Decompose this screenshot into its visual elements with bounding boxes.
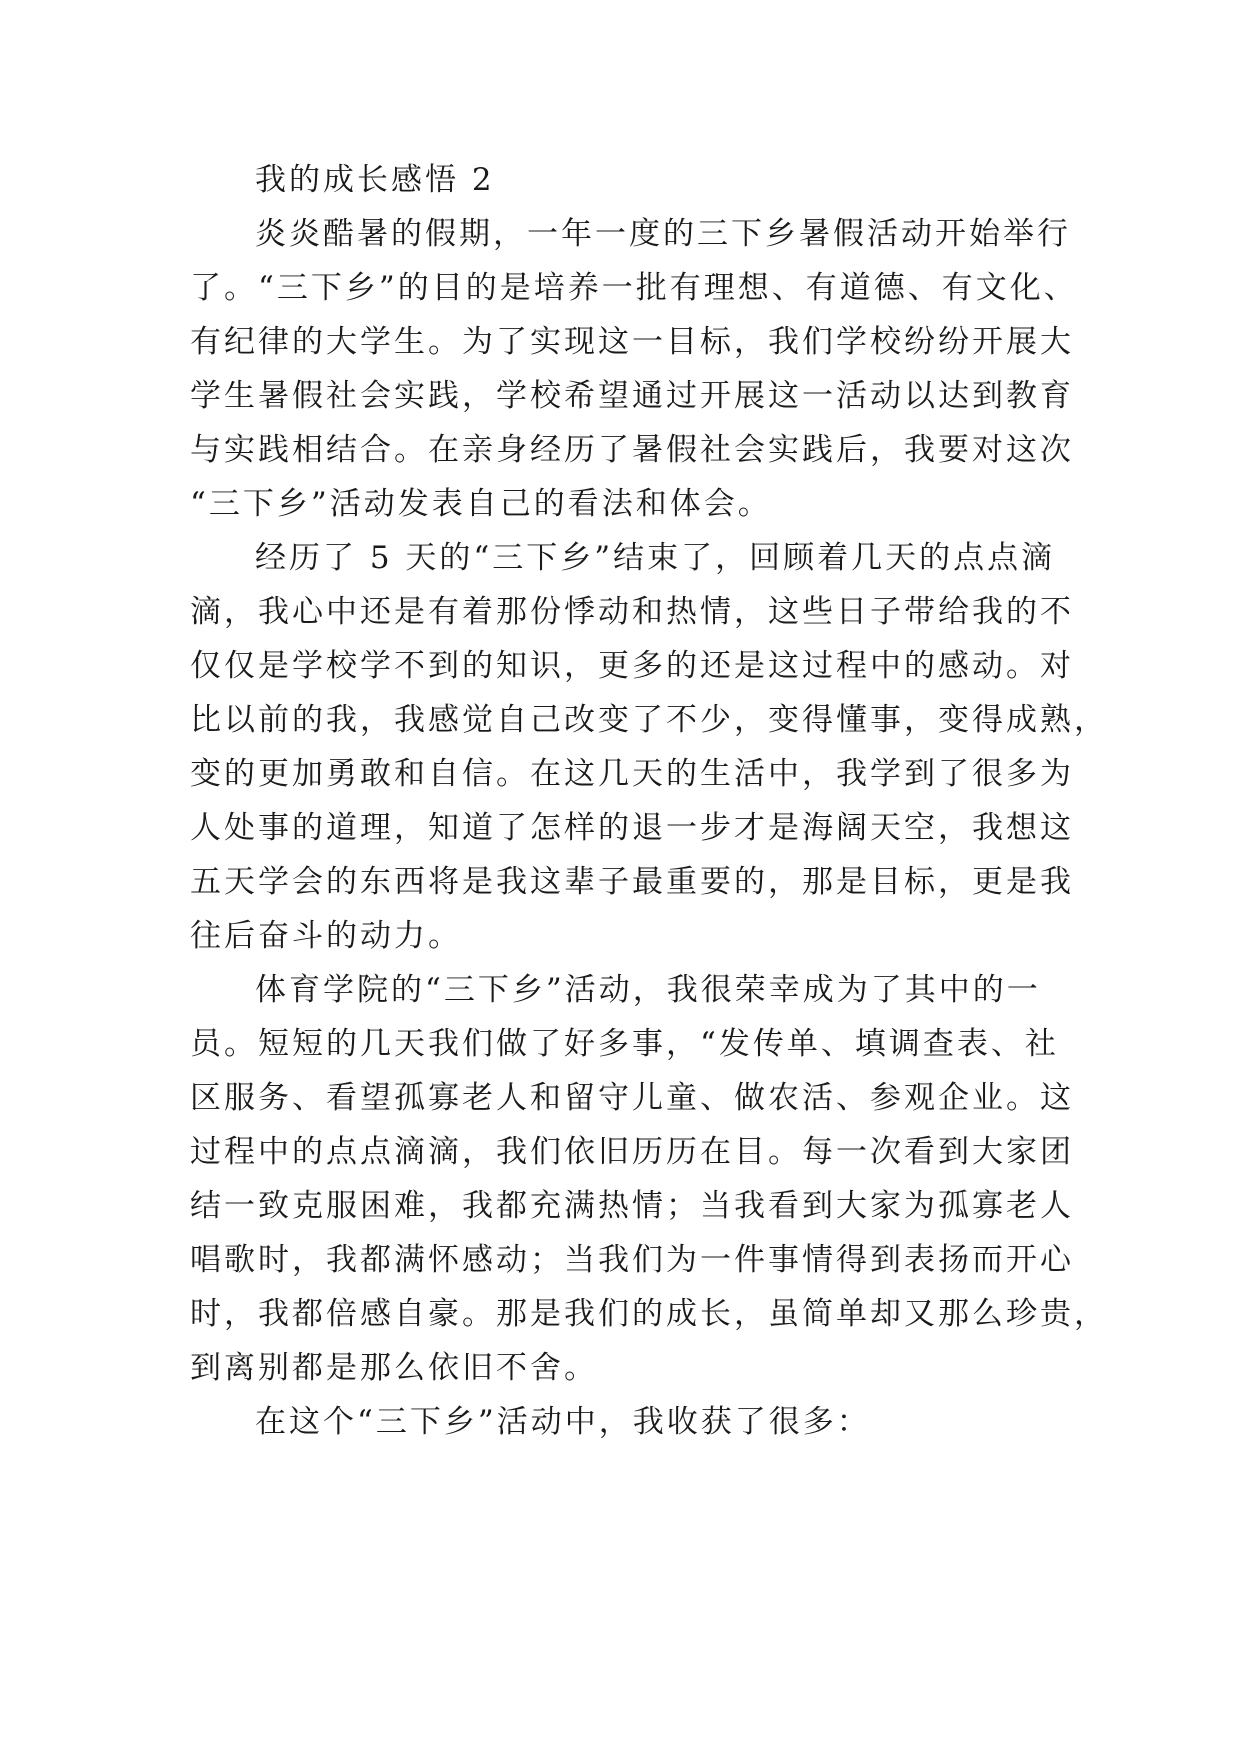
paragraph-4-line-1: 在这个“三下乡”活动中，我收获了很多： bbox=[255, 1404, 871, 1440]
paragraph-3-line-1: 体育学院的“三下乡”活动，我很荣幸成为了其中的一 bbox=[255, 972, 1041, 1008]
paragraph-3-line-3: 区服务、看望孤寡老人和留守儿童、做农活、参观企业。这 bbox=[190, 1080, 1074, 1116]
document-title: 我的成长感悟 2 bbox=[255, 162, 495, 198]
paragraph-3-line-6: 唱歌时，我都满怀感动；当我们为一件事情得到表扬而开心 bbox=[190, 1242, 1074, 1278]
paragraph-3-line-7: 时，我都倍感自豪。那是我们的成长，虽简单却又那么珍贵， bbox=[190, 1296, 1108, 1332]
paragraph-1-line-6: “三下乡”活动发表自己的看法和体会。 bbox=[190, 486, 772, 522]
paragraph-1-line-1: 炎炎酷暑的假期，一年一度的三下乡暑假活动开始举行 bbox=[255, 216, 1071, 252]
paragraph-3-line-2: 员。短短的几天我们做了好多事，“发传单、填调查表、社 bbox=[190, 1026, 1059, 1062]
paragraph-1-line-3: 有纪律的大学生。为了实现这一目标，我们学校纷纷开展大 bbox=[190, 324, 1074, 360]
paragraph-3-line-5: 结一致克服困难，我都充满热情；当我看到大家为孤寡老人 bbox=[190, 1188, 1074, 1224]
paragraph-2-line-5: 变的更加勇敢和自信。在这几天的生活中，我学到了很多为 bbox=[190, 756, 1074, 792]
paragraph-2-line-7: 五天学会的东西将是我这辈子最重要的，那是目标，更是我 bbox=[190, 864, 1074, 900]
paragraph-2-line-1: 经历了 5 天的“三下乡”结束了，回顾着几天的点点滴 bbox=[255, 540, 1056, 576]
paragraph-2-line-4: 比以前的我，我感觉自己改变了不少，变得懂事，变得成熟， bbox=[190, 702, 1108, 738]
paragraph-2-line-3: 仅仅是学校学不到的知识，更多的还是这过程中的感动。对 bbox=[190, 648, 1074, 684]
paragraph-3-line-8: 到离别都是那么依旧不舍。 bbox=[190, 1350, 598, 1386]
paragraph-3-line-4: 过程中的点点滴滴，我们依旧历历在目。每一次看到大家团 bbox=[190, 1134, 1074, 1170]
paragraph-2-line-6: 人处事的道理，知道了怎样的退一步才是海阔天空，我想这 bbox=[190, 810, 1074, 846]
paragraph-1-line-5: 与实践相结合。在亲身经历了暑假社会实践后，我要对这次 bbox=[190, 432, 1074, 468]
paragraph-1-line-4: 学生暑假社会实践，学校希望通过开展这一活动以达到教育 bbox=[190, 378, 1074, 414]
paragraph-2-line-8: 往后奋斗的动力。 bbox=[190, 918, 462, 954]
paragraph-2-line-2: 滴，我心中还是有着那份悸动和热情，这些日子带给我的不 bbox=[190, 594, 1074, 630]
paragraph-1-line-2: 了。“三下乡”的目的是培养一批有理想、有道德、有文化、 bbox=[190, 270, 1078, 306]
